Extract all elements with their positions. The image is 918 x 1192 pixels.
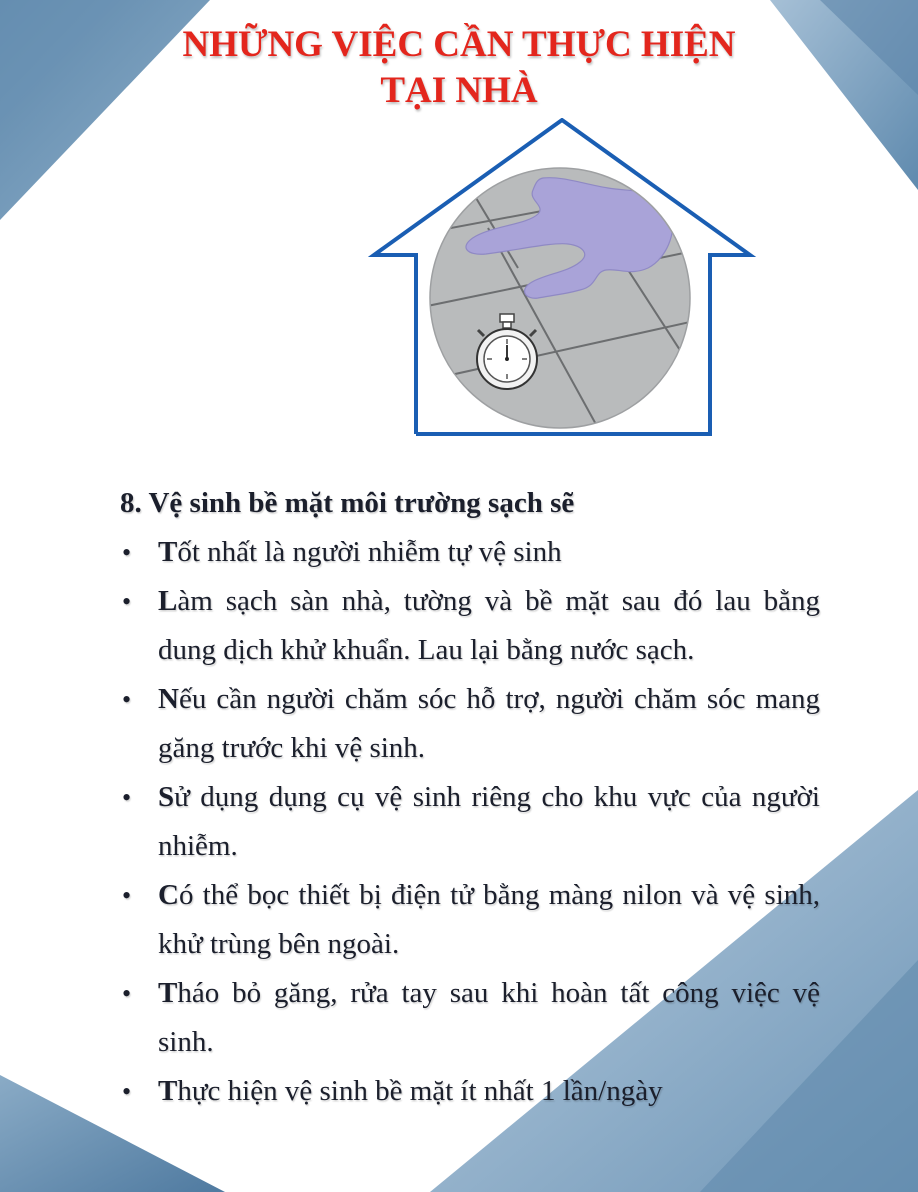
item-text: ó thể bọc thiết bị điện tử bằng màng nilon và vệ sinh, khử trùng bên ngoài. [158,879,820,960]
cleaning-section [120,478,820,1116]
instruction-list [120,528,820,1116]
page-title [0,22,918,114]
item-initial: T [158,1075,178,1107]
item-text: háo bỏ găng, rửa tay sau khi hoàn tất công việc vệ sinh. [158,977,820,1058]
section-heading: 8. Vệ sinh bề mặt môi trường sạch sẽ [120,487,575,519]
list-item [120,871,820,969]
item-text: ếu cần người chăm sóc hỗ trợ, người chăm sóc mang găng trước khi vệ sinh. [158,683,820,764]
list-item [120,969,820,1067]
list-item [120,773,820,871]
item-initial: T [158,536,178,568]
title-line-1: NHỮNG VIỆC CẦN THỰC HIỆN [182,24,736,65]
list-item [120,675,820,773]
title-line-2: TẠI NHÀ [380,70,538,111]
item-text: ử dụng dụng cụ vệ sinh riêng cho khu vực của người nhiễm. [158,781,820,862]
item-initial: S [158,781,175,813]
item-text: àm sạch sàn nhà, tường và bề mặt sau đó lau bằng dung dịch khử khuẩn. Lau lại bằng nước sạch. [158,585,820,666]
item-text: ốt nhất là người nhiễm tự vệ sinh [177,536,562,568]
item-text: hực hiện vệ sinh bề mặt ít nhất 1 lần/ngày [177,1075,663,1107]
list-item [120,577,820,675]
item-initial: C [158,879,179,911]
item-initial: L [158,585,178,617]
item-initial: T [158,977,178,1009]
list-item [120,1067,820,1116]
house-with-cleaning-floor-and-stopwatch-icon [368,118,758,440]
item-initial: N [158,683,179,715]
list-item [120,528,820,577]
